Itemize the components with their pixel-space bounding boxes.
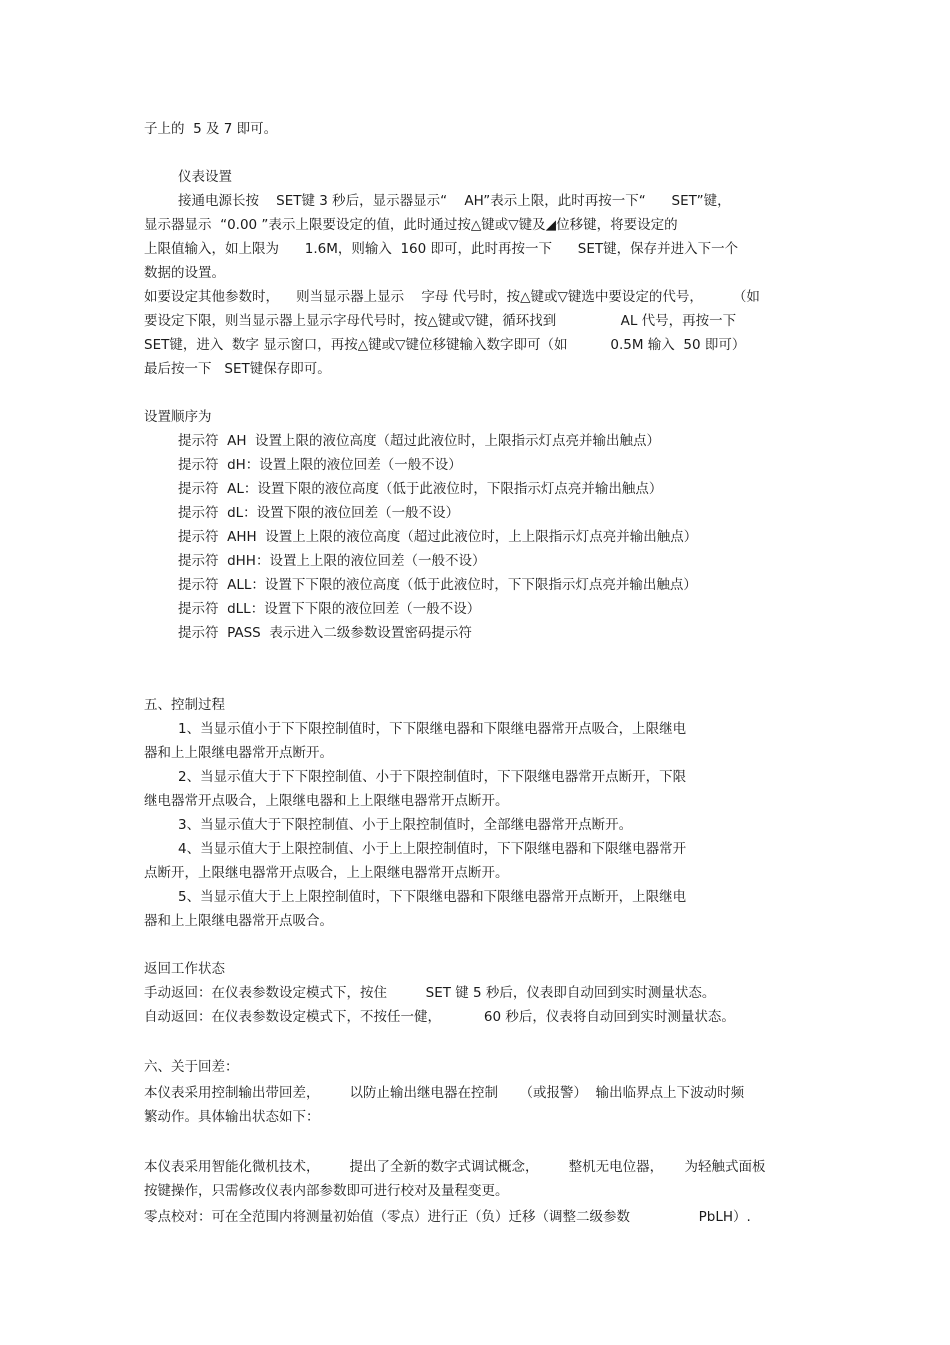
text-line: 继电器常开点吸合，上限继电器和上上限继电器常开点断开。	[144, 793, 509, 809]
text-line: 按键操作，只需修改仪表内部参数即可进行校对及量程变更。	[144, 1183, 509, 1199]
text-line: 器和上上限继电器常开点断开。	[144, 745, 333, 761]
text-line: 上限值输入，如上限为 1.6M，则输入 160 即可，此时再按一下 SET键，保存并进入下一个	[144, 241, 739, 257]
section-heading: 六、关于回差：	[144, 1059, 239, 1075]
prompt-item: 提示符 AH 设置上限的液位高度（超过此液位时，上限指示灯点亮并输出触点）	[178, 433, 661, 449]
text-line: 2、当显示值大于下下限控制值、小于下限控制值时，下下限继电器常开点断开，下限	[178, 769, 687, 785]
section-heading: 仪表设置	[178, 169, 232, 185]
text-line: 本仪表采用智能化微机技术， 提出了全新的数字式调试概念， 整机无电位器， 为轻触式面板	[144, 1159, 766, 1175]
text-line: 显示器显示 “0.00 ”表示上限要设定的值，此时通过按△键或▽键及◢位移键，将要设定的	[144, 217, 678, 233]
prompt-item: 提示符 dHH：设置上上限的液位回差（一般不设）	[178, 553, 486, 569]
text-line: 接通电源长按 SET键 3 秒后，显示器显示“ AH”表示上限，此时再按一下“ SET”键，	[178, 193, 731, 209]
prompt-item: 提示符 dH：设置上限的液位回差（一般不设）	[178, 457, 462, 473]
text-line: 本仪表采用控制输出带回差， 以防止输出继电器在控制 （或报警） 输出临界点上下波动时频	[144, 1085, 745, 1101]
prompt-item: 提示符 dLL：设置下下限的液位回差（一般不设）	[178, 601, 481, 617]
text-line: 4、当显示值大于上限控制值、小于上上限控制值时，下下限继电器和下限继电器常开	[178, 841, 687, 857]
prompt-item: 提示符 PASS 表示进入二级参数设置密码提示符	[178, 625, 472, 641]
prompt-item: 提示符 dL：设置下限的液位回差（一般不设）	[178, 505, 460, 521]
text-line: 子上的 5 及 7 即可。	[144, 121, 278, 137]
text-line: 最后按一下 SET键保存即可。	[144, 361, 331, 377]
prompt-item: 提示符 ALL：设置下下限的液位高度（低于此液位时，下下限指示灯点亮并输出触点）	[178, 577, 697, 593]
text-line: 点断开，上限继电器常开点吸合，上上限继电器常开点断开。	[144, 865, 509, 881]
text-line: 3、当显示值大于下限控制值、小于上限控制值时，全部继电器常开点断开。	[178, 817, 633, 833]
text-line: 器和上上限继电器常开点吸合。	[144, 913, 333, 929]
text-line: 如要设定其他参数时， 则当显示器上显示 字母 代号时，按△键或▽键选中要设定的代号， （如	[144, 289, 760, 305]
text-line: 1、当显示值小于下下限控制值时，下下限继电器和下限继电器常开点吸合，上限继电	[178, 721, 687, 737]
section-heading: 设置顺序为	[144, 409, 212, 425]
prompt-item: 提示符 AL：设置下限的液位高度（低于此液位时，下限指示灯点亮并输出触点）	[178, 481, 663, 497]
text-line: 手动返回：在仪表参数设定模式下，按住 SET 键 5 秒后，仪表即自动回到实时测量状态。	[144, 985, 716, 1001]
prompt-item: 提示符 AHH 设置上上限的液位高度（超过此液位时，上上限指示灯点亮并输出触点）	[178, 529, 698, 545]
text-line: 零点校对：可在全范围内将测量初始值（零点）进行正（负）迁移（调整二级参数 PbLH）.	[144, 1209, 751, 1225]
text-line: 繁动作。具体输出状态如下：	[144, 1109, 320, 1125]
text-line: 自动返回：在仪表参数设定模式下，不按任一健， 60 秒后，仪表将自动回到实时测量状态。	[144, 1009, 735, 1025]
text-line: 5、当显示值大于上上限控制值时，下下限继电器和下限继电器常开点断开，上限继电	[178, 889, 687, 905]
text-line: 要设定下限，则当显示器上显示字母代号时，按△键或▽键，循环找到 AL 代号，再按一下	[144, 313, 737, 329]
text-line: SET键，进入 数字 显示窗口，再按△键或▽键位移键输入数字即可（如 0.5M 输入 50 即可）	[144, 337, 746, 353]
section-heading: 五、控制过程	[144, 697, 225, 713]
section-heading: 返回工作状态	[144, 961, 225, 977]
text-line: 数据的设置。	[144, 265, 225, 281]
